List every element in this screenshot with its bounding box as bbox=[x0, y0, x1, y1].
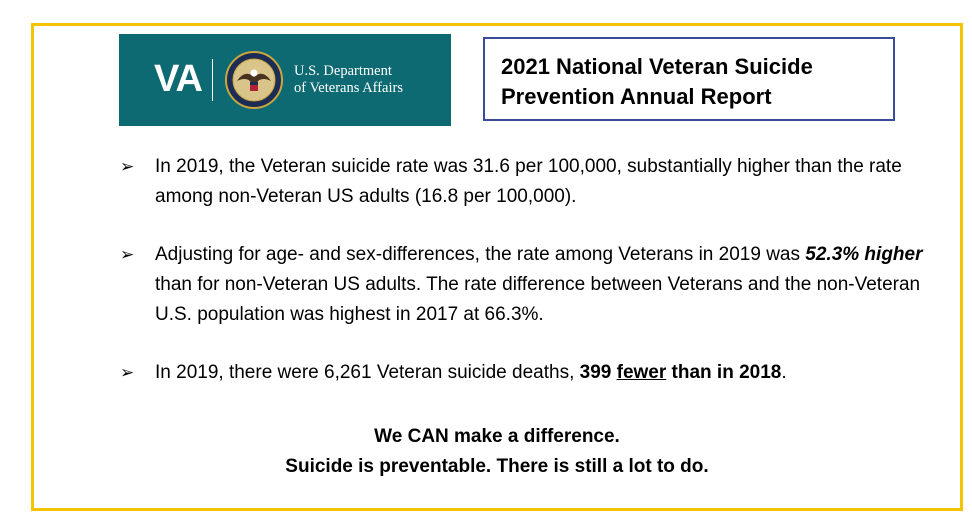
department-name bbox=[294, 63, 403, 97]
finding-2-after: than for non-Veteran US adults. The rate difference between Veterans and the non-Veteran U.S. population was highest in 2017 at 66.3%. bbox=[155, 274, 921, 325]
arrow-bullet-icon: ➢ bbox=[120, 157, 135, 176]
closing-message bbox=[31, 422, 963, 482]
arrow-bullet-icon: ➢ bbox=[120, 245, 135, 264]
finding-1-text: In 2019, the Veteran suicide rate was 31.6 per 100,000, substantially higher than the rate among non-Veteran US adults (16.8 per 100,000). bbox=[155, 156, 902, 207]
finding-3-count: 399 bbox=[579, 362, 612, 383]
report-title: 2021 National Veteran Suicide Prevention Annual Report bbox=[501, 54, 813, 109]
department-line-2: of Veterans Affairs bbox=[294, 80, 403, 96]
finding-2-emphasis: 52.3% higher bbox=[805, 244, 923, 265]
finding-3 bbox=[112, 358, 952, 388]
logo-divider bbox=[212, 59, 213, 101]
closing-line-1: We CAN make a difference. bbox=[374, 426, 620, 447]
finding-3-before: In 2019, there were 6,261 Veteran suicide deaths, bbox=[155, 362, 575, 383]
finding-2-before: Adjusting for age- and sex-differences, the rate among Veterans in 2019 was bbox=[155, 244, 800, 265]
va-abbr: VA bbox=[154, 58, 202, 100]
department-line-1: U.S. Department bbox=[294, 63, 392, 79]
va-logo bbox=[119, 34, 451, 126]
closing-line-2: Suicide is preventable. There is still a lot to do. bbox=[285, 456, 709, 477]
report-title-box bbox=[483, 37, 895, 121]
va-seal-icon bbox=[225, 51, 283, 109]
finding-3-comparison: than in 2018 bbox=[671, 362, 782, 383]
key-findings-list bbox=[112, 152, 952, 416]
arrow-bullet-icon: ➢ bbox=[120, 363, 135, 382]
finding-1 bbox=[112, 152, 952, 212]
finding-2 bbox=[112, 240, 952, 330]
finding-3-after: . bbox=[781, 362, 787, 383]
finding-3-fewer: fewer bbox=[616, 362, 667, 383]
